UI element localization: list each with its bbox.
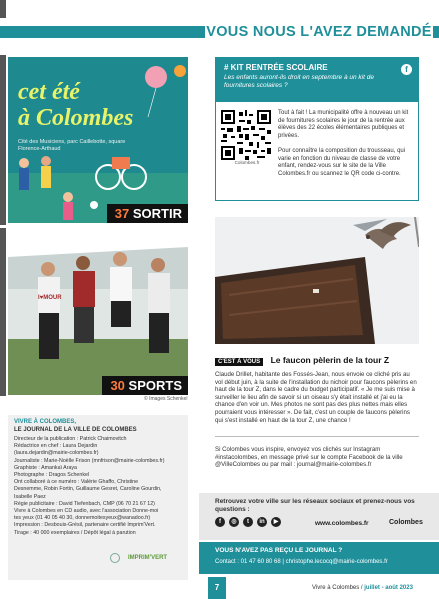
imprint-line: Directeur de la publication : Patrick Chaimovitch xyxy=(14,436,127,442)
imprint-line: Isabelle Paez xyxy=(14,493,46,500)
kit-rentree-box xyxy=(215,57,419,201)
share-photos-note: Si Colombes vous inspire, envoyez vos clichés sur Instagram #instacolombes, en message privé sur le compte Facebook de la ville @VilleColombes ou par mail : journal@mairie-colombes.fr xyxy=(215,446,403,469)
photo-credit: © Images Schenkel xyxy=(144,396,188,402)
sports-photo-card[interactable] xyxy=(8,229,188,395)
imprint-heading: VIVRE À COLOMBES, xyxy=(14,419,77,425)
falcon-photo xyxy=(215,217,419,344)
imprint-line: Journaliste : Marie-Noëlle Frison (mnfrison@mairie-colombes.fr) xyxy=(14,457,165,464)
website-link[interactable]: www.colombes.fr xyxy=(315,520,369,527)
summer-title: cet été à Colombes xyxy=(18,79,134,131)
edge-bar-card1 xyxy=(0,55,6,225)
sports-page-tag: 30 SPORTS xyxy=(102,376,188,395)
article-title: Le faucon pèlerin de la tour Z xyxy=(270,355,390,365)
footer-publication: Vivre à Colombes / juillet - août 2023 xyxy=(312,585,413,591)
facebook-icon[interactable]: f xyxy=(401,64,412,75)
kit-paragraph: Tout à fait ! La municipalité offre à nouveau un kit de fournitures scolaires le jour de la rentrée aux élèves des 22 écoles élémentaires publiques et privées. xyxy=(278,110,409,139)
page-number: 7 xyxy=(208,577,226,599)
imprint-line: Impression : Desbouis-Grésil, partenaire certifié Imprim'Vert. xyxy=(14,522,156,529)
kit-header xyxy=(216,58,418,102)
article-body: Claude Drillet, habitante des Fossés-Jean, nous envoie ce cliché pris au vol début juin, à la suite de l'installation du nichoir pour faucons pèlerins en haut de la tour Z, dans le cadre du budget participatif. « Je me suis mise à surveiller le lieu afin de savoir si un oiseau s'y était installé et j'ai eu la chance d'en voir un. Mes photos ne sont pas des plus nettes mais elles pourraient vous intéresser ». De fait, c'est un couple de faucons pèlerins qui s'est installé en haut de la tour Z, une chance ! xyxy=(215,371,417,424)
imprint-line: Rédactrice en chef : Laura Dejardin xyxy=(14,443,98,450)
imprint-subheading: LE JOURNAL DE LA VILLE DE COLOMBES xyxy=(14,427,137,433)
shirt-print: I♥MOUR xyxy=(38,295,62,301)
edge-bar-card2 xyxy=(0,228,6,396)
imprint-line: Graphiste : Amankaï Araya xyxy=(14,464,78,471)
colombes-logo: Colombes xyxy=(389,519,423,526)
imprint-line: Desnemme, Robin Fortin, Guillaume Gesret, Caroline Gourdin, xyxy=(14,486,162,493)
edge-bar-top xyxy=(0,0,6,18)
twitter-icon[interactable]: t xyxy=(243,517,253,527)
imprint-line: Régie publicitaire : David Tiefenbach, CMP (06 70 21 67 12) xyxy=(14,500,155,507)
social-title: Retrouvez votre ville sur les réseaux sociaux et prenez-nous vos questions : xyxy=(215,498,415,513)
imprint-line: Tirage : 40 000 exemplaires / Dépôt légal à parution xyxy=(14,529,136,536)
eco-label-icon xyxy=(110,553,120,563)
instagram-icon[interactable]: ◎ xyxy=(229,517,239,527)
imprint-line: (laura.dejardin@mairie-colombes.fr) xyxy=(14,450,99,457)
imprint-line: tes yeux (01 40 05 40 30, donnemoitesyeux@wanadoo.fr) xyxy=(14,515,151,522)
imprint-line: Photographe : Dragos Schenkel xyxy=(14,472,90,479)
falcon-on-tower-image xyxy=(215,217,419,344)
social-networks-box xyxy=(199,493,439,540)
summer-events-card[interactable] xyxy=(8,57,188,223)
imprint-line: Vivre à Colombes en CD audio, avec l'association Donne-moi xyxy=(14,508,159,515)
imprint-line: Ont collaboré à ce numéro : Valérie Ghaffo, Christine xyxy=(14,479,139,486)
journal-title: VOUS N'AVEZ PAS REÇU LE JOURNAL ? xyxy=(215,547,343,554)
journal-contact: Contact : 01 47 60 80 68 | christophe.lecocq@mairie-colombes.fr xyxy=(215,559,388,565)
facebook-icon[interactable]: f xyxy=(215,517,225,527)
article-kicker: C'EST À VOUS xyxy=(215,358,263,366)
page-section-title: VOUS NOUS L'AVEZ DEMANDÉ xyxy=(205,20,433,44)
qr-code-icon[interactable] xyxy=(221,110,271,160)
divider xyxy=(215,436,419,437)
summer-subtitle: Cité des Musiciens, parc Caillebotte, square Florence-Arthaud xyxy=(18,139,126,152)
sports-photo xyxy=(8,229,188,395)
falcon-article xyxy=(215,350,419,424)
kit-paragraph: Pour connaître la composition du trousseau, qui varie en fonction du niveau de classe de votre enfant, rendez-vous sur le site de la Ville Colombes.fr ou scannez le QR code ci-contre. xyxy=(278,148,406,177)
qr-label: Colombes.fr xyxy=(234,160,260,165)
kit-heading: # KIT RENTRÉE SCOLAIRE xyxy=(224,63,328,72)
journal-contact-box xyxy=(199,542,439,574)
linkedin-icon[interactable]: in xyxy=(257,517,267,527)
youtube-icon[interactable]: ▶ xyxy=(271,517,281,527)
kit-question: Les enfants auront-ils droit en septembre à un kit de fournitures scolaires ? xyxy=(224,74,374,89)
sortir-page-tag: 37 SORTIR xyxy=(107,204,188,223)
